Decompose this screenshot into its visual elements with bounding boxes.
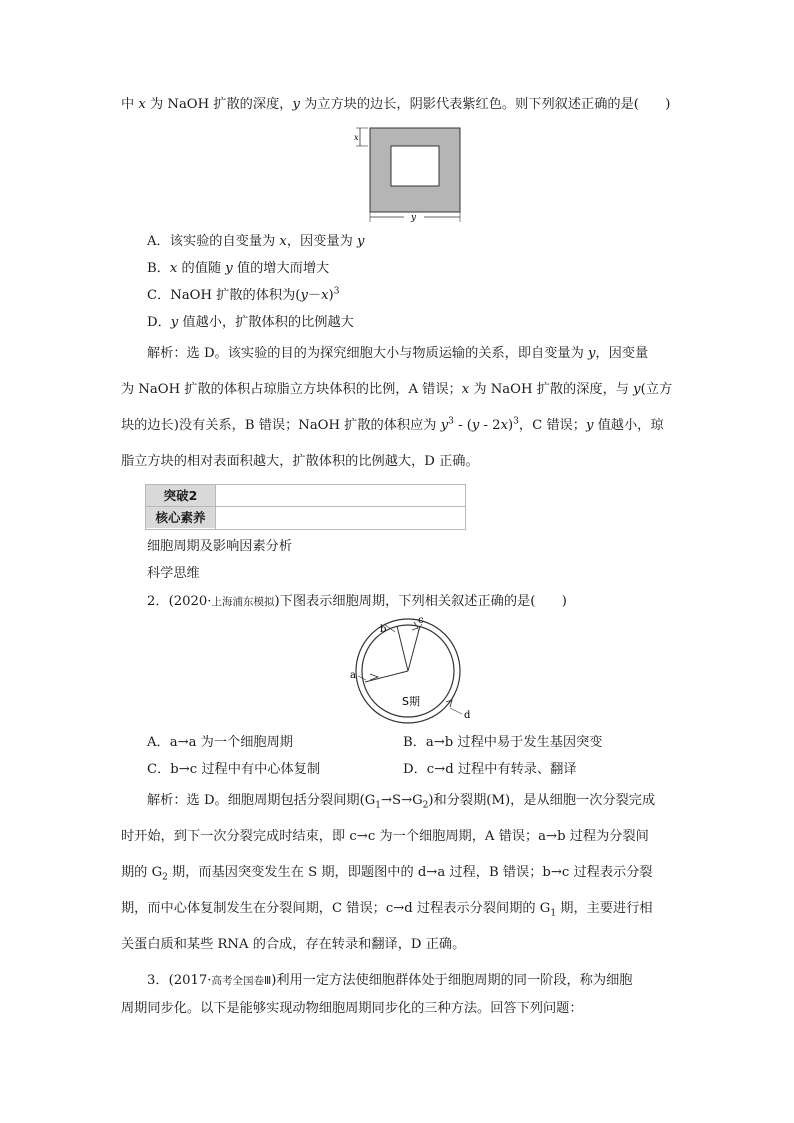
cube-diagram xyxy=(352,124,466,224)
q1-answer-line-4: 脂立方块的相对表面积越大，扩散体积的比例越大，D 正确。 xyxy=(121,454,479,469)
label-d: d xyxy=(464,710,471,721)
q2-option-d[interactable]: D．c→d 过程中有转录、翻译 xyxy=(403,762,577,777)
label-c: c xyxy=(418,615,424,626)
cell-cycle-diagram xyxy=(340,614,480,726)
label-a: a xyxy=(350,670,356,681)
radius-a xyxy=(365,671,408,682)
q3-stem: 3．(2017·高考全国卷Ⅲ)利用一定方法使细胞群体处于细胞周期的同一阶段，称为细胞 xyxy=(147,973,633,988)
section-banner xyxy=(145,484,466,530)
q1-option-a[interactable]: A．该实验的自变量为 x，因变量为 y xyxy=(147,234,365,249)
radius-b xyxy=(397,626,408,671)
q3-stem-line-2: 周期同步化。以下是能够实现动物细胞周期同步化的三种方法。回答下列问题： xyxy=(121,1001,583,1016)
section-topic: 细胞周期及影响因素分析 xyxy=(147,539,293,554)
q2-stem: 2．(2020·上海浦东模拟)下图表示细胞周期，下列相关叙述正确的是( ) xyxy=(147,594,567,609)
banner-core-literacy: 核心素养 xyxy=(146,507,215,528)
q2-option-b[interactable]: B．a→b 过程中易于发生基因突变 xyxy=(403,735,603,750)
q2-answer-line-4: 期，而中心体复制发生在分裂间期，C 错误；c→d 过程表示分裂间期的 $G_1$ 期，主要进行相 xyxy=(121,901,653,919)
q1-stem: 中 x 为 NaOH 扩散的深度，y 为立方块的边长，阴影代表紫红色。则下列叙述正确的是( ) xyxy=(121,97,671,112)
q2-answer-line-2: 时开始，到下一次分裂完成时结束，即 c→c 为一个细胞周期，A 错误；a→b 过程为分裂间 xyxy=(121,829,649,844)
q1-option-c[interactable]: C．NaOH 扩散的体积为$(y-x)^3$ xyxy=(147,286,340,303)
agar-cube-core xyxy=(391,146,439,186)
q1-answer-line-3: 块的边长)没有关系，B 错误；NaOH 扩散的体积应为 $y^3 - (y - 2x)^3$，C 错误；y 值越小，琼 xyxy=(121,416,664,433)
radius-c xyxy=(408,626,420,671)
q1-option-b[interactable]: B．x 的值随 y 值的增大而增大 xyxy=(147,261,330,276)
label-x: x xyxy=(354,133,359,142)
q2-answer-line-1: 解析：选 D。细胞周期包括分裂间期$(G_1\to S\to G_2)$和分裂期(M)，是从细胞一次分裂完成 xyxy=(147,793,656,811)
q2-answer-line-5: 关蛋白质和某些 RNA 的合成，存在转录和翻译，D 正确。 xyxy=(121,937,466,952)
q1-option-d[interactable]: D．y 值越小，扩散体积的比例越大 xyxy=(147,315,354,330)
label-b: b xyxy=(380,624,387,635)
label-s-phase: S期 xyxy=(402,695,420,708)
label-y: y xyxy=(411,213,417,223)
banner-breakthrough: 突破2 xyxy=(146,485,215,506)
section-skill: 科学思维 xyxy=(147,566,200,581)
q1-answer-line-2: 为 NaOH 扩散的体积占琼脂立方块体积的比例，A 错误；x 为 NaOH 扩散的深度，与 y(立方 xyxy=(121,382,673,397)
q2-option-a[interactable]: A．a→a 为一个细胞周期 xyxy=(147,735,293,750)
q1-answer-line-1: 解析：选 D。该实验的目的为探究细胞大小与物质运输的关系，即自变量为 y，因变量 xyxy=(147,346,649,361)
q2-option-c[interactable]: C．b→c 过程中有中心体复制 xyxy=(147,762,321,777)
q2-answer-line-3: 期的 $G_2$ 期，而基因突变发生在 S 期，即题图中的 d→a 过程，B 错误；b→c 过程表示分裂 xyxy=(121,865,653,883)
